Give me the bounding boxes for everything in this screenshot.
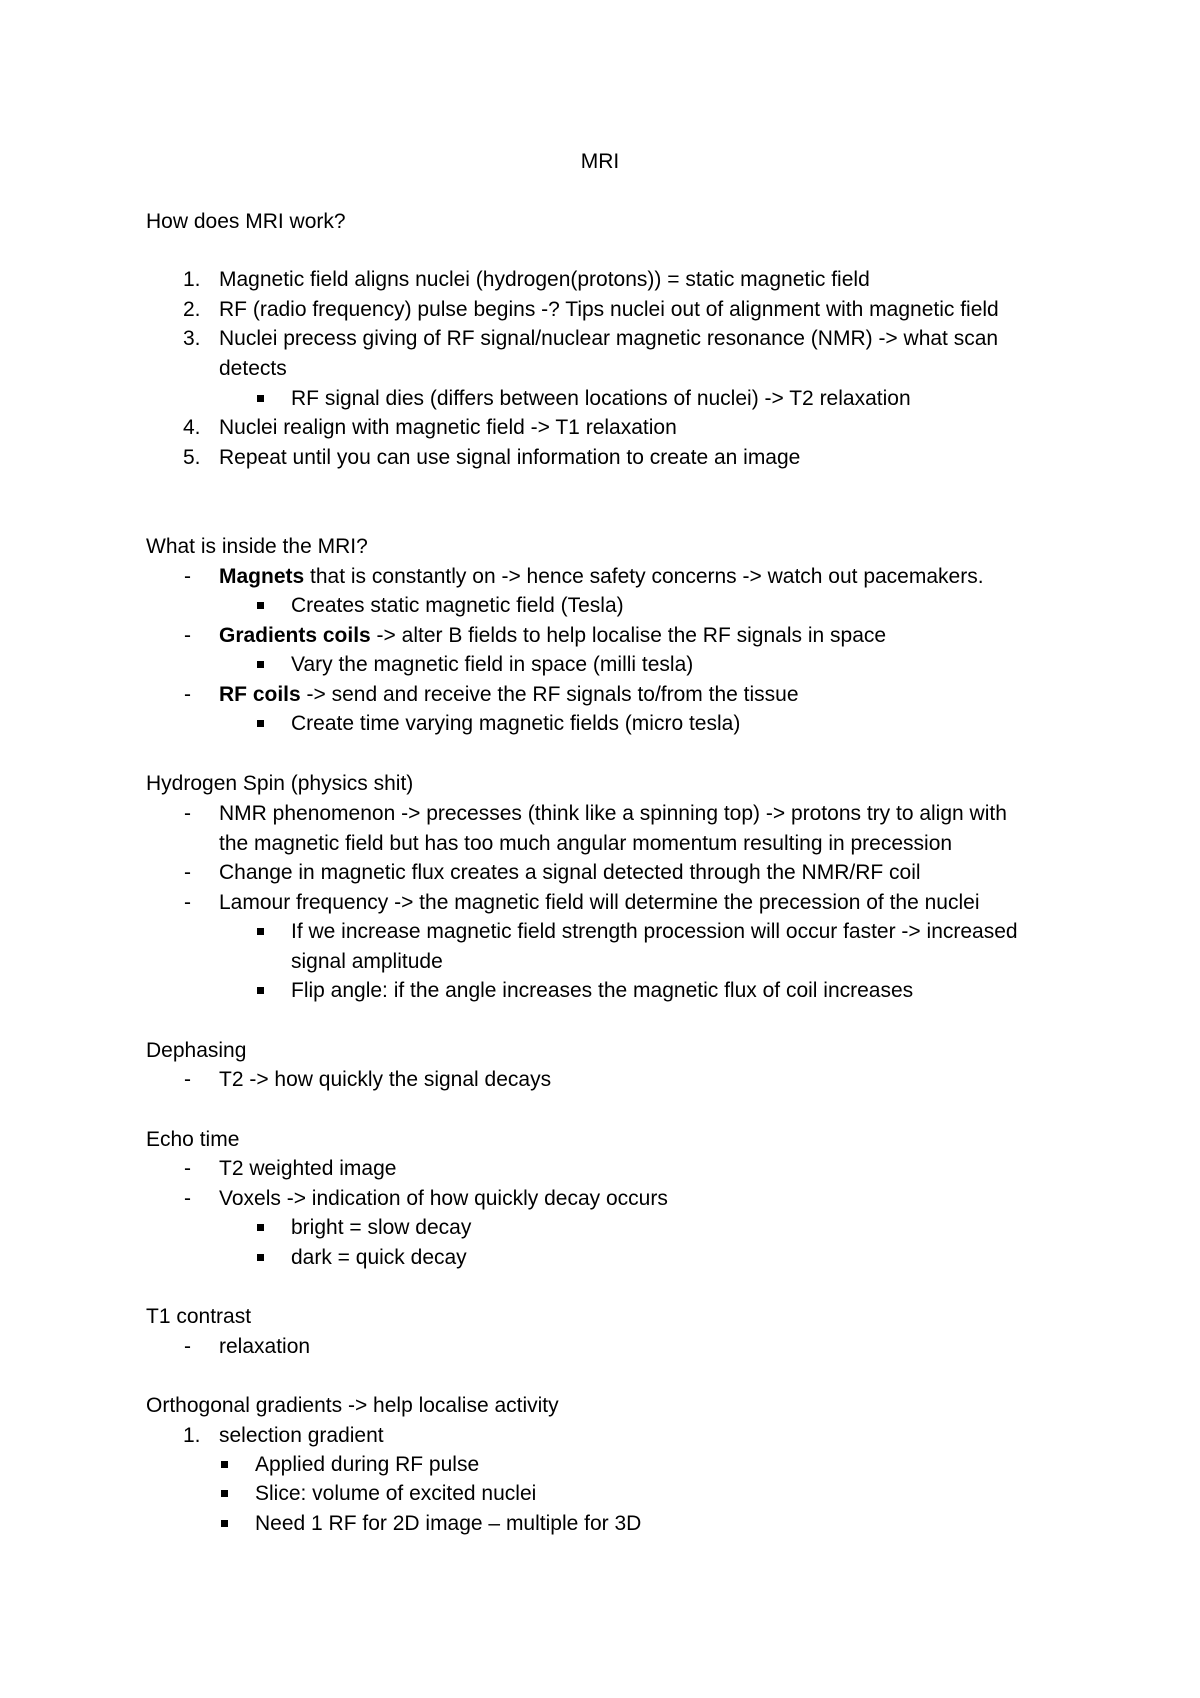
sub-list-item: dark = quick decay <box>291 1246 467 1269</box>
sub-list-item: Applied during RF pulse <box>255 1453 480 1476</box>
list-item-continuation: the magnetic field but has too much angular momentum resulting in precession <box>219 832 953 855</box>
list-item: T2 -> how quickly the signal decays <box>219 1068 552 1091</box>
list-number: 2. <box>183 298 201 321</box>
list-number: 1. <box>183 268 201 291</box>
sub-list-item: Vary the magnetic field in space (milli tesla) <box>291 653 694 676</box>
list-item: Nuclei precess giving of RF signal/nuclear magnetic resonance (NMR) -> what scan <box>219 327 999 350</box>
list-item: Lamour frequency -> the magnetic field will determine the precession of the nuclei <box>219 891 980 914</box>
section-heading-inside-mri: What is inside the MRI? <box>146 535 368 558</box>
section-heading-orthogonal-gradients: Orthogonal gradients -> help localise activity <box>146 1394 559 1417</box>
term-gradients-coils: Gradients coils <box>219 624 371 647</box>
dash-bullet: - <box>184 683 191 706</box>
square-bullet-icon <box>221 1461 228 1468</box>
list-item: selection gradient <box>219 1424 384 1447</box>
sub-list-item: Flip angle: if the angle increases the magnetic flux of coil increases <box>291 979 914 1002</box>
list-item-magnets <box>219 563 984 591</box>
square-bullet-icon <box>221 1520 228 1527</box>
sub-list-item: If we increase magnetic field strength procession will occur faster -> increased <box>291 920 1018 943</box>
square-bullet-icon <box>257 928 264 935</box>
list-item-gradients <box>219 622 886 650</box>
rf-coils-description: -> send and receive the RF signals to/from the tissue <box>300 683 799 706</box>
list-item: NMR phenomenon -> precesses (think like a spinning top) -> protons try to align with <box>219 802 1007 825</box>
sub-list-item: Need 1 RF for 2D image – multiple for 3D <box>255 1512 642 1535</box>
list-item: Repeat until you can use signal information to create an image <box>219 446 801 469</box>
list-number: 1. <box>183 1424 201 1447</box>
dash-bullet: - <box>184 1068 191 1091</box>
list-item: Magnetic field aligns nuclei (hydrogen(protons)) = static magnetic field <box>219 268 870 291</box>
section-heading-t1-contrast: T1 contrast <box>146 1305 252 1328</box>
dash-bullet: - <box>184 891 191 914</box>
dash-bullet: - <box>184 624 191 647</box>
list-item: RF (radio frequency) pulse begins -? Tips nuclei out of alignment with magnetic field <box>219 298 999 321</box>
dash-bullet: - <box>184 1187 191 1210</box>
dash-bullet: - <box>184 1157 191 1180</box>
magnets-description: that is constantly on -> hence safety concerns -> watch out pacemakers. <box>304 565 984 588</box>
list-item: Voxels -> indication of how quickly decay occurs <box>219 1187 668 1210</box>
dash-bullet: - <box>184 1335 191 1358</box>
dash-bullet: - <box>184 802 191 825</box>
square-bullet-icon <box>257 987 264 994</box>
square-bullet-icon <box>257 1254 264 1261</box>
section-heading-how-mri-works: How does MRI work? <box>146 210 346 233</box>
square-bullet-icon <box>257 602 264 609</box>
term-magnets: Magnets <box>219 565 305 588</box>
list-item: Change in magnetic flux creates a signal detected through the NMR/RF coil <box>219 861 921 884</box>
sub-list-item: Creates static magnetic field (Tesla) <box>291 594 624 617</box>
sub-list-item-continuation: signal amplitude <box>291 950 443 973</box>
sub-list-item: RF signal dies (differs between locations of nuclei) -> T2 relaxation <box>291 387 911 410</box>
page-title: MRI <box>580 150 620 173</box>
list-number: 3. <box>183 327 201 350</box>
sub-list-item: Create time varying magnetic fields (micro tesla) <box>291 712 741 735</box>
square-bullet-icon <box>257 720 264 727</box>
dash-bullet: - <box>184 565 191 588</box>
dash-bullet: - <box>184 861 191 884</box>
square-bullet-icon <box>257 1224 264 1231</box>
section-heading-hydrogen-spin: Hydrogen Spin (physics shit) <box>146 772 414 795</box>
square-bullet-icon <box>221 1490 228 1497</box>
list-item: Nuclei realign with magnetic field -> T1 relaxation <box>219 416 677 439</box>
list-item: T2 weighted image <box>219 1157 397 1180</box>
section-heading-dephasing: Dephasing <box>146 1039 247 1062</box>
list-item: relaxation <box>219 1335 311 1358</box>
sub-list-item: Slice: volume of excited nuclei <box>255 1482 537 1505</box>
term-rf-coils: RF coils <box>219 683 301 706</box>
list-item-rf-coils <box>219 681 799 709</box>
gradients-description: -> alter B fields to help localise the RF signals in space <box>370 624 887 647</box>
sub-list-item: bright = slow decay <box>291 1216 472 1239</box>
square-bullet-icon <box>257 661 264 668</box>
list-number: 5. <box>183 446 201 469</box>
square-bullet-icon <box>257 395 264 402</box>
section-heading-echo-time: Echo time <box>146 1128 240 1151</box>
list-number: 4. <box>183 416 201 439</box>
list-item-continuation: detects <box>219 357 287 380</box>
